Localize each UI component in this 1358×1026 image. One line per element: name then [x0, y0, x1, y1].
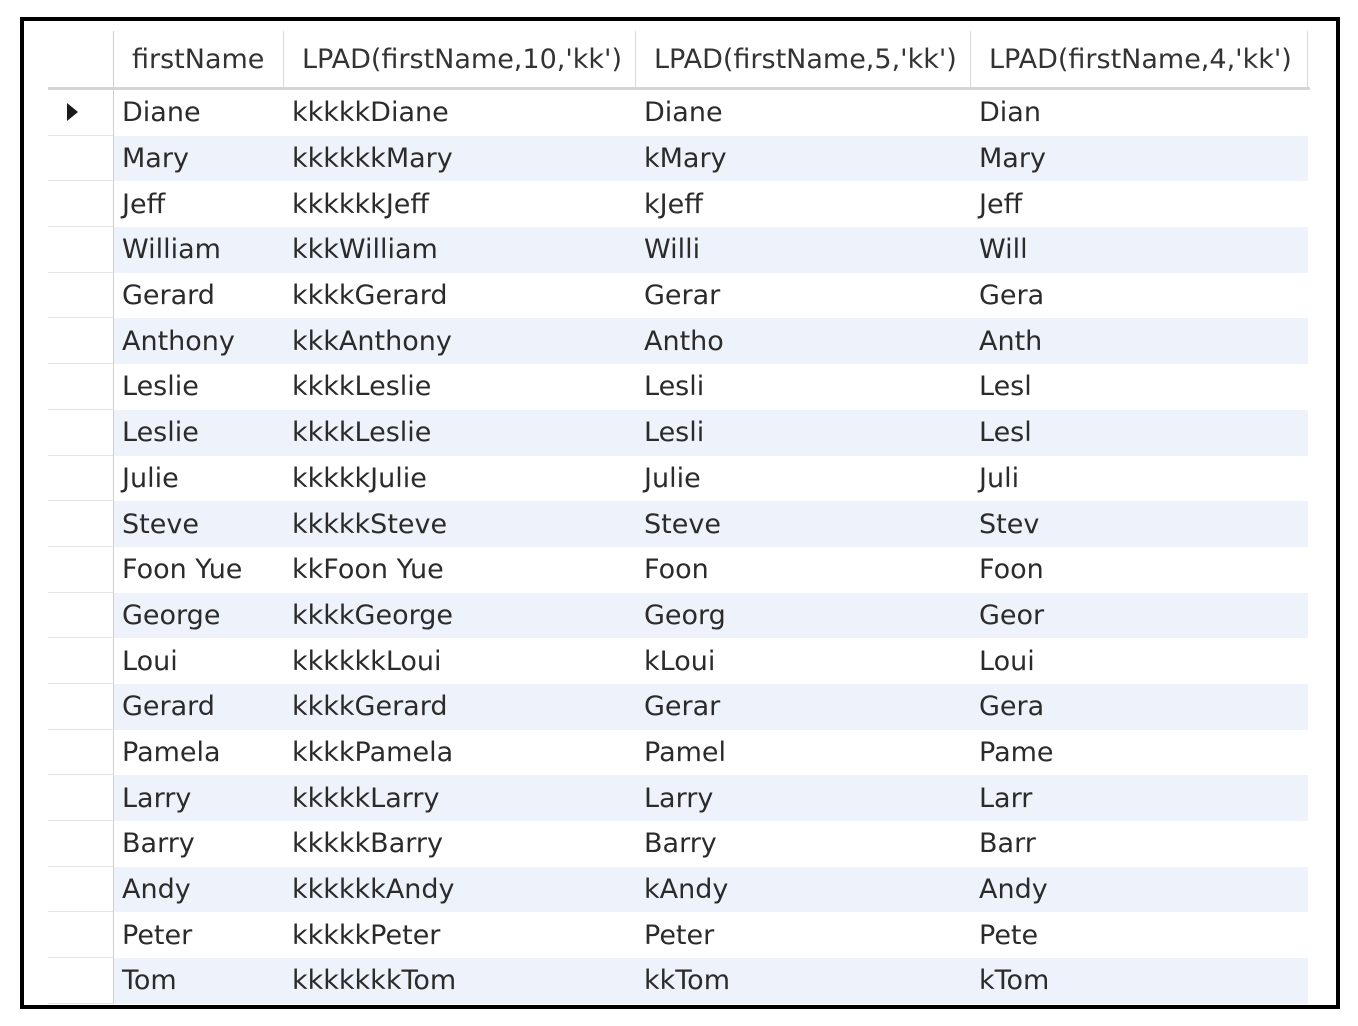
table-cell[interactable]: kkkAnthony — [284, 318, 636, 364]
table-cell[interactable]: kkkkkPeter — [292, 919, 441, 951]
table-cell[interactable]: kkkWilliam — [284, 227, 636, 273]
table-cell[interactable]: kkkkGerard — [284, 684, 636, 730]
row-header[interactable] — [48, 318, 114, 364]
table-row[interactable] — [48, 547, 1310, 593]
table-cell[interactable]: kkkkkkAndy — [284, 867, 636, 913]
table-row[interactable] — [48, 136, 1310, 182]
table-cell[interactable]: Steve — [636, 501, 971, 547]
row-header[interactable] — [48, 958, 114, 1004]
table-cell[interactable]: Mary — [114, 136, 284, 182]
table-cell[interactable]: kkkkLeslie — [284, 410, 636, 456]
table-cell[interactable]: Pame — [979, 736, 1054, 768]
row-header[interactable] — [48, 547, 114, 593]
table-cell[interactable]: Loui — [979, 645, 1035, 677]
table-row[interactable] — [48, 318, 1310, 364]
table-row[interactable] — [48, 638, 1310, 684]
table-cell[interactable]: Larr — [971, 775, 1308, 821]
table-cell[interactable]: Diane — [644, 97, 723, 129]
result-grid — [48, 31, 1310, 1004]
table-cell[interactable]: Julie — [122, 462, 179, 494]
row-header[interactable] — [48, 90, 114, 136]
table-cell[interactable]: Lesl — [979, 371, 1032, 403]
table-row[interactable] — [48, 821, 1310, 867]
table-cell[interactable]: Lesli — [644, 371, 705, 403]
table-cell[interactable]: kLoui — [644, 645, 716, 677]
table-cell[interactable]: Barr — [979, 828, 1036, 860]
table-cell[interactable]: kkFoon Yue — [292, 554, 444, 586]
table-row[interactable] — [48, 730, 1310, 776]
table-cell[interactable]: kkkkkkkTom — [284, 958, 636, 1004]
table-row[interactable] — [48, 364, 1310, 410]
table-cell[interactable]: kkkkkkLoui — [292, 645, 442, 677]
table-cell[interactable]: Gera — [971, 684, 1308, 730]
table-cell[interactable]: Foon — [644, 554, 709, 586]
table-row[interactable] — [48, 684, 1310, 730]
table-cell[interactable]: Gerar — [644, 280, 721, 312]
table-cell[interactable]: kkkkGeorge — [284, 593, 636, 639]
table-cell[interactable]: Diane — [122, 97, 201, 129]
table-row[interactable] — [48, 181, 1310, 227]
table-cell[interactable]: Leslie — [114, 410, 284, 456]
grid-body — [48, 90, 1310, 1004]
row-header[interactable] — [48, 501, 114, 547]
row-header[interactable] — [48, 821, 114, 867]
table-cell[interactable]: Larry — [636, 775, 971, 821]
table-row[interactable] — [48, 958, 1310, 1004]
table-cell[interactable]: Jeff — [122, 188, 166, 220]
table-row[interactable] — [48, 912, 1310, 958]
table-cell[interactable]: kJeff — [644, 188, 703, 220]
table-cell[interactable]: Tom — [114, 958, 284, 1004]
table-cell[interactable]: Gerard — [114, 684, 284, 730]
table-cell[interactable]: kMary — [636, 136, 971, 182]
table-cell[interactable]: Antho — [636, 318, 971, 364]
row-header[interactable] — [48, 273, 114, 319]
table-row[interactable] — [48, 775, 1310, 821]
table-cell[interactable]: Geor — [971, 593, 1308, 639]
table-cell[interactable]: Dian — [979, 97, 1041, 129]
row-header[interactable] — [48, 364, 114, 410]
row-header[interactable] — [48, 181, 114, 227]
table-cell[interactable]: Steve — [114, 501, 284, 547]
table-cell[interactable]: kkkkkkJeff — [292, 188, 429, 220]
table-cell[interactable]: Andy — [114, 867, 284, 913]
table-row[interactable] — [48, 410, 1310, 456]
column-header-firstname[interactable]: firstName — [114, 31, 284, 87]
table-cell[interactable]: Will — [971, 227, 1308, 273]
table-row[interactable] — [48, 593, 1310, 639]
table-row[interactable] — [48, 90, 1310, 136]
row-header[interactable] — [48, 227, 114, 273]
row-header[interactable] — [48, 410, 114, 456]
table-cell[interactable]: kTom — [971, 958, 1308, 1004]
row-header[interactable] — [48, 912, 114, 958]
table-cell[interactable]: Gerard — [122, 280, 215, 312]
row-header-corner — [48, 31, 114, 87]
table-cell[interactable]: Leslie — [122, 371, 199, 403]
table-cell[interactable]: Lesl — [971, 410, 1308, 456]
row-header[interactable] — [48, 867, 114, 913]
table-cell[interactable]: kkkkGerard — [292, 280, 448, 312]
table-row[interactable] — [48, 867, 1310, 913]
table-cell[interactable]: Barry — [122, 828, 195, 860]
table-cell[interactable]: kkkkkkMary — [284, 136, 636, 182]
table-cell[interactable]: William — [114, 227, 284, 273]
table-row[interactable] — [48, 501, 1310, 547]
table-row[interactable] — [48, 273, 1310, 319]
table-cell[interactable]: Jeff — [979, 188, 1023, 220]
table-cell[interactable]: Andy — [971, 867, 1308, 913]
table-cell[interactable]: Anth — [971, 318, 1308, 364]
column-header-lpad-10[interactable]: LPAD(firstName,10,'kk') — [284, 31, 636, 87]
row-header[interactable] — [48, 136, 114, 182]
table-cell[interactable]: Pete — [979, 919, 1039, 951]
table-cell[interactable]: Stev — [971, 501, 1308, 547]
table-cell[interactable]: kkkkkDiane — [292, 97, 449, 129]
table-cell[interactable]: Mary — [971, 136, 1308, 182]
table-cell[interactable]: kkTom — [636, 958, 971, 1004]
table-cell[interactable]: Willi — [636, 227, 971, 273]
table-cell[interactable]: Juli — [979, 462, 1020, 494]
row-header[interactable] — [48, 638, 114, 684]
table-cell[interactable]: kkkkPamela — [292, 736, 454, 768]
table-row[interactable] — [48, 456, 1310, 502]
row-header[interactable] — [48, 456, 114, 502]
table-cell[interactable]: Georg — [636, 593, 971, 639]
table-cell[interactable]: kkkkkLarry — [284, 775, 636, 821]
table-cell[interactable]: Larry — [114, 775, 284, 821]
row-header[interactable] — [48, 593, 114, 639]
column-header-lpad-5[interactable]: LPAD(firstName,5,'kk') — [636, 31, 971, 87]
table-cell[interactable]: Pamela — [122, 736, 221, 768]
table-cell[interactable]: Foon — [979, 554, 1044, 586]
table-cell[interactable]: Pamel — [644, 736, 727, 768]
header-row — [48, 31, 1310, 90]
table-cell[interactable]: Peter — [122, 919, 193, 951]
table-cell[interactable]: Julie — [644, 462, 701, 494]
column-header-lpad-4[interactable]: LPAD(firstName,4,'kk') — [971, 31, 1308, 87]
table-cell[interactable]: Loui — [122, 645, 178, 677]
table-cell[interactable]: kkkkkJulie — [292, 462, 427, 494]
table-cell[interactable]: Gera — [979, 280, 1045, 312]
row-header[interactable] — [48, 684, 114, 730]
result-grid-frame — [20, 17, 1340, 1009]
table-cell[interactable]: George — [114, 593, 284, 639]
table-cell[interactable]: Lesli — [636, 410, 971, 456]
table-cell[interactable]: Gerar — [636, 684, 971, 730]
table-cell[interactable]: kAndy — [636, 867, 971, 913]
table-cell[interactable]: Anthony — [114, 318, 284, 364]
table-cell[interactable]: kkkkkBarry — [292, 828, 443, 860]
table-cell[interactable]: Barry — [644, 828, 717, 860]
table-cell[interactable]: Peter — [644, 919, 715, 951]
table-cell[interactable]: kkkkkSteve — [284, 501, 636, 547]
current-row-arrow-icon — [67, 103, 78, 121]
row-header[interactable] — [48, 730, 114, 776]
table-cell[interactable]: Foon Yue — [122, 554, 243, 586]
table-cell[interactable]: kkkkLeslie — [292, 371, 432, 403]
table-row[interactable] — [48, 227, 1310, 273]
row-header[interactable] — [48, 775, 114, 821]
